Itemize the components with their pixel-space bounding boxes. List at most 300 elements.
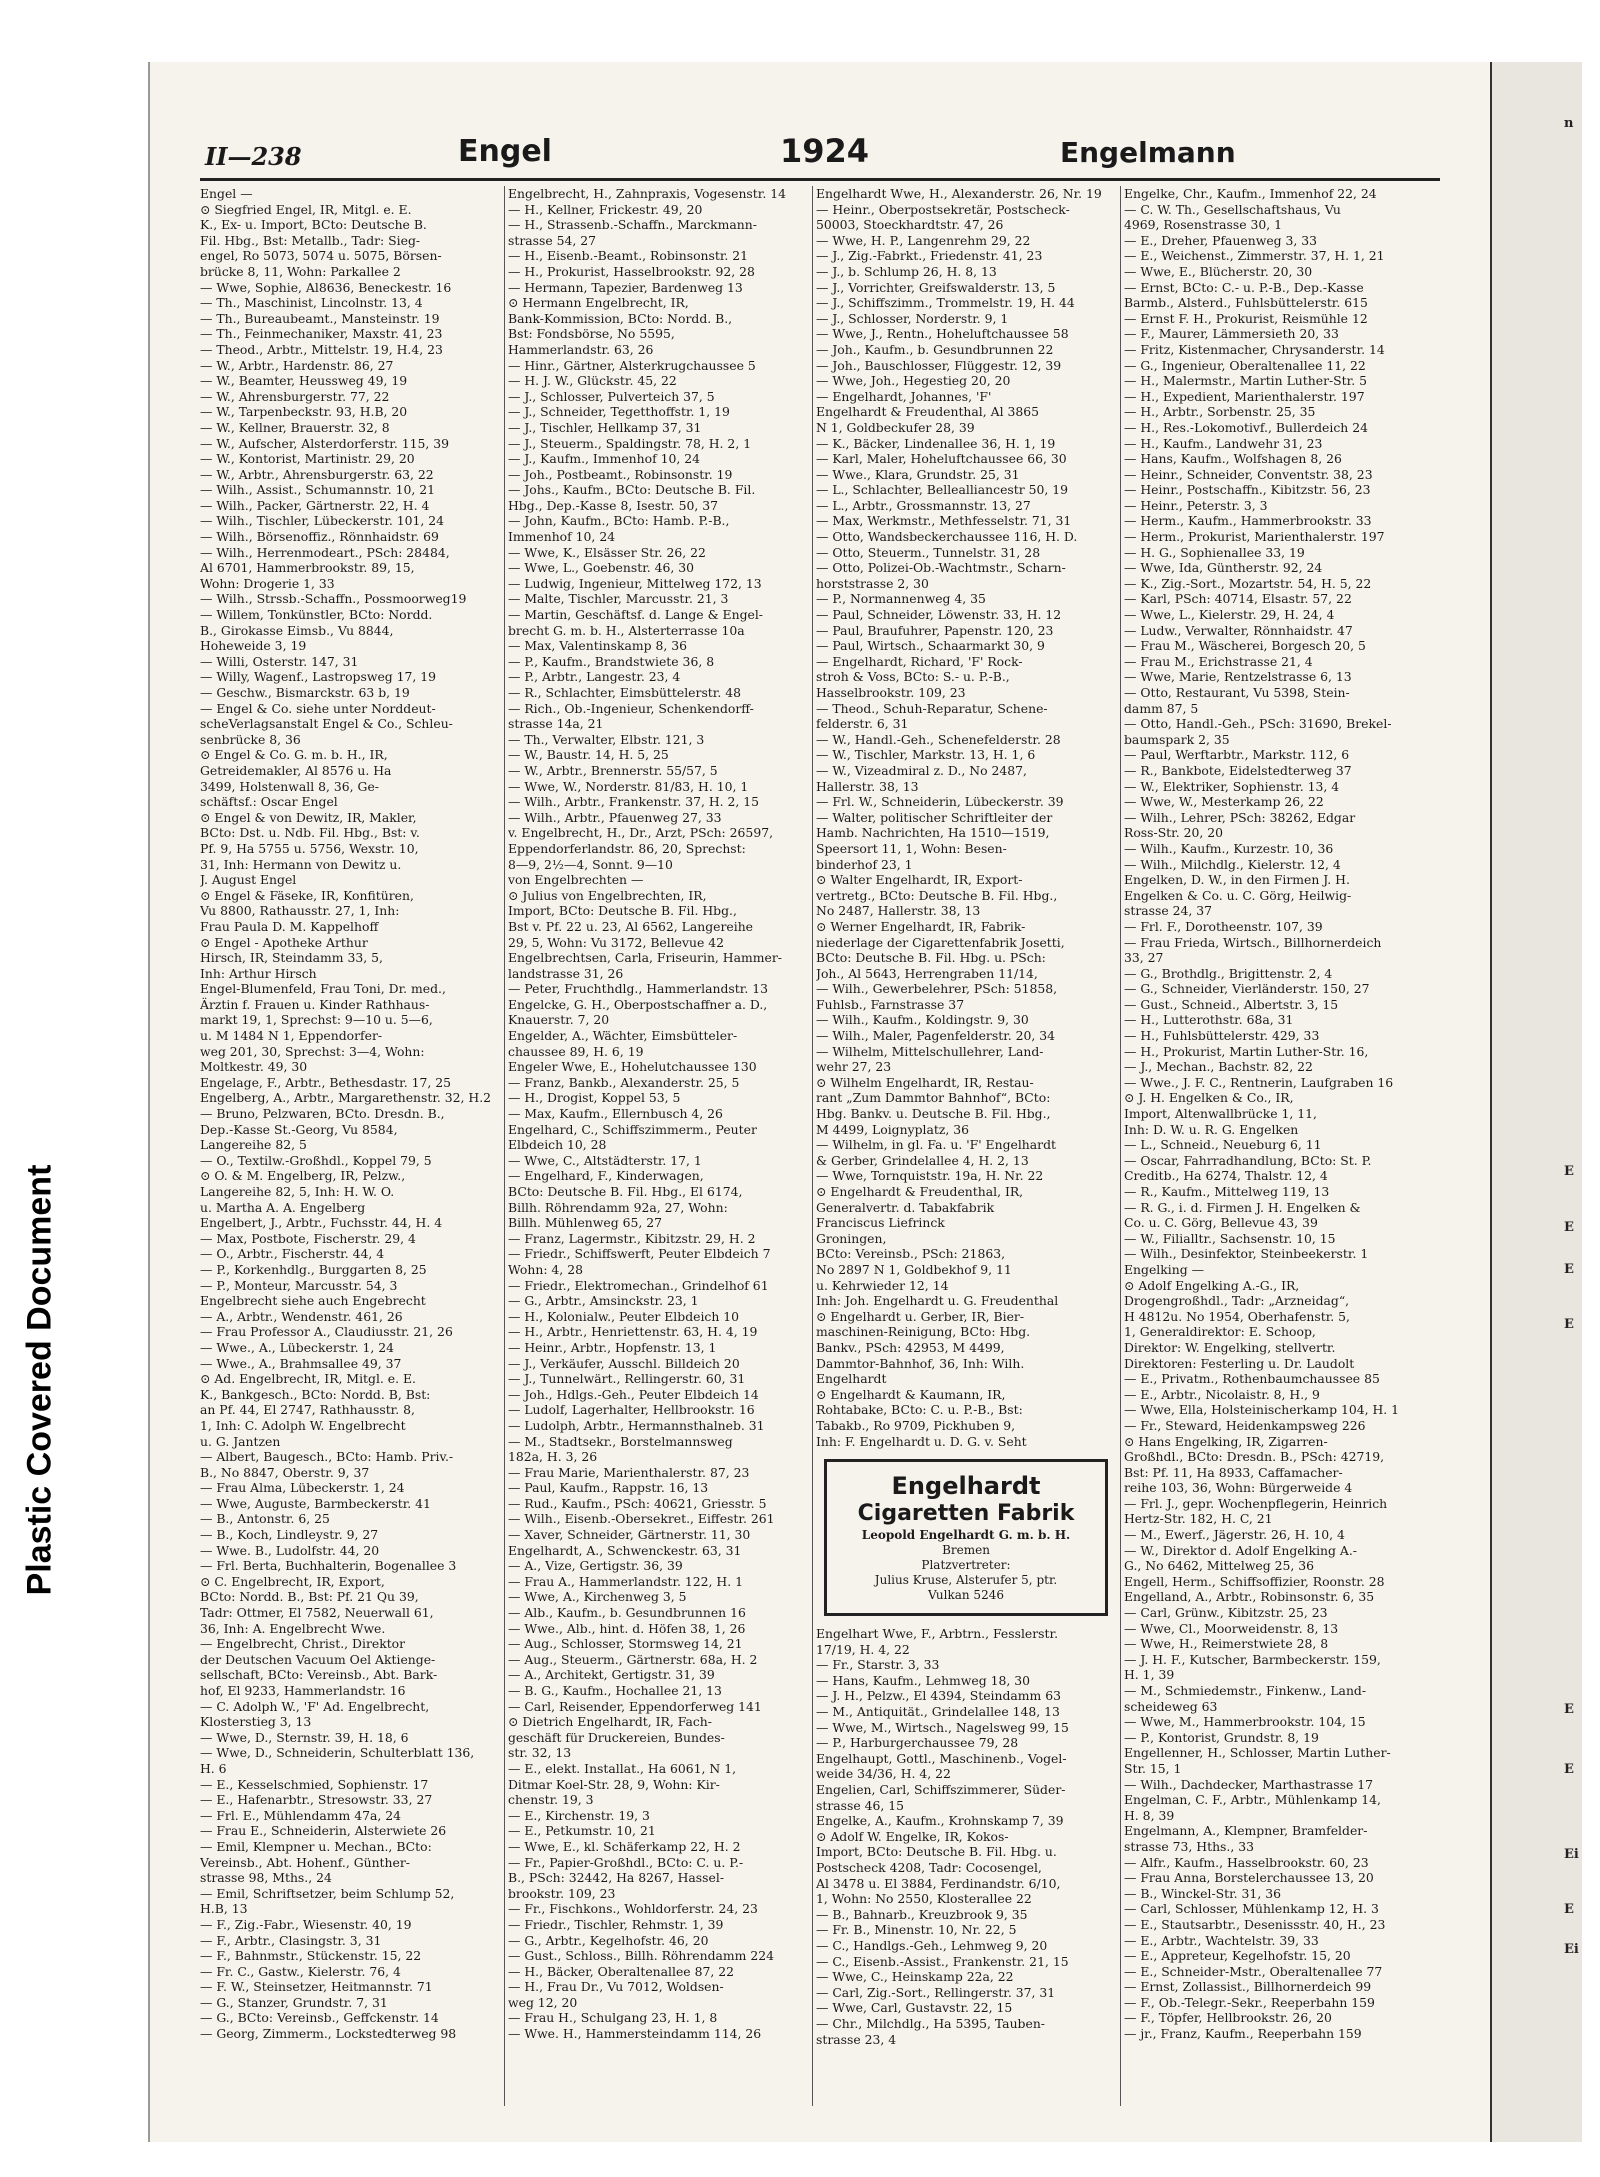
directory-entry-line: BCto: Dst. u. Ndb. Fil. Hbg., Bst: v. [200, 825, 420, 841]
directory-entry-line: sellschaft, BCto: Vereinsb., Abt. Bark- [200, 1667, 438, 1683]
directory-entry-line: — H., Arbtr., Henriettenstr. 63, H. 4, 19 [508, 1324, 758, 1340]
directory-entry-line: Inh: Arthur Hirsch [200, 965, 317, 981]
directory-entry-line: — Frl. J., gepr. Wochenpflegerin, Heinrich [1124, 1495, 1388, 1511]
directory-entry-line: — Engelhardt, Johannes, 'F' [816, 388, 992, 404]
directory-entry-line: — Wwe., J. F. C., Rentnerin, Laufgraben 16 [1124, 1074, 1394, 1090]
directory-entry-line: brookstr. 109, 23 [508, 1885, 616, 1901]
directory-entry-line: — Joh., Bauschlosser, Flüggestr. 12, 39 [816, 357, 1062, 373]
directory-entry-line: — Wilh., Eisenb.-Obersekret., Eiffestr. 261 [508, 1511, 775, 1527]
directory-entry-line: 33, 27 [1124, 950, 1164, 966]
directory-entry-line: u. Kehrwieder 12, 14 [816, 1277, 949, 1293]
directory-entry-line: — Wwe, Marie, Rentzelstrasse 6, 13 [1124, 669, 1352, 685]
directory-entry-line: G., No 6462, Mittelweg 25, 36 [1124, 1558, 1315, 1574]
directory-entry-line: — J., Tischler, Hellkamp 37, 31 [508, 419, 702, 435]
directory-entry-line: — W., Elektriker, Sophienstr. 13, 4 [1124, 778, 1340, 794]
header-left-word: Engel [458, 134, 552, 169]
directory-entry-line: — Hermann, Tapezier, Bardenweg 13 [508, 279, 743, 295]
column-divider [812, 186, 813, 2106]
directory-entry-line: BCto: Deutsche B. Fil. Hbg., El 6174, [508, 1184, 743, 1199]
directory-entry-line: Hallerstr. 38, 13 [816, 778, 919, 794]
directory-entry-line: Engelbrecht, H., Zahnpraxis, Vogesenstr. 14 [508, 186, 786, 201]
directory-entry-line: strasse 24, 37 [1124, 903, 1213, 919]
directory-entry-line: BCto: Vereinsb., PSch: 21863, [816, 1246, 1006, 1262]
directory-entry-line: Billh. Röhrendamm 92a, 27, Wohn: [508, 1199, 728, 1215]
directory-entry-line: — Alb., Kaufm., b. Gesundbrunnen 16 [508, 1605, 746, 1621]
directory-entry-line: — C. Adolph W., 'F' Ad. Engelbrecht, [200, 1698, 430, 1714]
directory-entry-line: — F., Arbtr., Clasingstr. 3, 31 [200, 1932, 382, 1948]
directory-entry-line: Engelbrechtsen, Carla, Friseurin, Hammer- [508, 950, 782, 966]
directory-entry-line: — W., Direktor d. Adolf Engelking A.- [1124, 1542, 1357, 1558]
directory-entry-line: — W., Beamter, Heussweg 49, 19 [200, 373, 408, 389]
directory-entry-line: — Geschw., Bismarckstr. 63 b, 19 [200, 685, 410, 700]
directory-entry-line: scheVerlagsanstalt Engel & Co., Schleu- [200, 716, 453, 732]
directory-entry-line: — E., Kesselschmied, Sophienstr. 17 [200, 1776, 429, 1792]
directory-entry-line: u. M 1484 N 1, Eppendorfer- [200, 1028, 383, 1044]
directory-entry-line: wehr 27, 23 [816, 1059, 892, 1075]
directory-entry-line: Moltkestr. 49, 30 [200, 1059, 308, 1075]
directory-entry-line: engel, Ro 5073, 5074 u. 5075, Börsen- [200, 248, 442, 264]
directory-entry-line: ⊙ Siegfried Engel, IR, Mitgl. e. E. [200, 201, 412, 217]
directory-entry-line: Bankv., PSch: 42953, M 4499, [816, 1339, 1005, 1355]
directory-entry-line: Vu 8800, Rathausstr. 27, 1, Inh: [200, 903, 400, 919]
directory-entry-line: — Karl, PSch: 40714, Elsastr. 57, 22 [1124, 591, 1352, 607]
directory-entry-line: — H., Drogist, Koppel 53, 5 [508, 1090, 681, 1106]
directory-entry-line: Dammtor-Bahnhof, 36, Inh: Wilh. [816, 1355, 1025, 1371]
directory-entry-line: — Max, Werkmstr., Methfesselstr. 71, 31 [816, 513, 1072, 529]
directory-entry-line: Hbg. Bankv. u. Deutsche B. Fil. Hbg., [816, 1106, 1051, 1122]
directory-entry-line: Creditb., Ha 6274, Thalstr. 12, 4 [1124, 1168, 1328, 1184]
directory-entry-line: vertretg., BCto: Deutsche B. Fil. Hbg., [816, 887, 1058, 903]
directory-entry-line: N 1, Goldbeckufer 28, 39 [816, 419, 975, 435]
directory-entry-line: — Wwe, W., Norderstr. 81/83, H. 10, 1 [508, 778, 749, 794]
directory-entry-line: BCto: Deutsche B. Fil. Hbg. u. PSch: [816, 950, 1046, 966]
directory-entry-line: No 2897 N 1, Goldbekhof 9, 11 [816, 1261, 1012, 1277]
header-right-word: Engelmann [1060, 136, 1236, 169]
directory-entry-line: — G., Schneider, Vierländerstr. 150, 27 [1124, 981, 1370, 997]
directory-entry-line: — H., Prokurist, Hasselbrookstr. 92, 28 [508, 263, 755, 279]
directory-entry-line: — F., Maurer, Lämmersieth 20, 33 [1124, 326, 1339, 342]
directory-entry-line: — John, Kaufm., BCto: Hamb. P.-B., [508, 513, 730, 529]
directory-entry-line: — W., Arbtr., Brennerstr. 55/57, 5 [508, 762, 718, 778]
directory-entry-line: — K., Bäcker, Lindenallee 36, H. 1, 19 [816, 435, 1056, 451]
directory-entry-line: Engelhard, C., Schiffszimmerm., Peuter [508, 1121, 757, 1137]
directory-entry-line: ⊙ Adolf W. Engelke, IR, Kokos- [816, 1828, 1009, 1844]
directory-entry-line: — Max, Valentinskamp 8, 36 [508, 638, 688, 654]
directory-entry-line: — G., Ingenieur, Oberaltenallee 11, 22 [1124, 357, 1366, 373]
directory-entry-line: — Frl. F., Dorotheenstr. 107, 39 [1124, 918, 1323, 934]
directory-entry-line: Engelhart Wwe, F., Arbtrn., Fesslerstr. [816, 1626, 1059, 1642]
directory-entry-line: — Engel & Co. siehe unter Norddeut- [200, 700, 436, 716]
directory-entry-line: hof, El 9233, Hammerlandstr. 16 [200, 1683, 406, 1698]
directory-entry-line: — F., Ob.-Telegr.-Sekr., Reeperbahn 159 [1124, 1994, 1375, 2010]
directory-entry-line: Engelhaupt, Gottl., Maschinenb., Vogel- [816, 1750, 1067, 1766]
directory-entry-line: binderhof 23, 1 [816, 856, 913, 872]
directory-entry-line: — E., Weichenst., Zimmerstr. 37, H. 1, 21 [1124, 248, 1385, 264]
directory-entry-line: J. August Engel [200, 872, 297, 888]
directory-entry-line: — Frau M., Erichstrasse 21, 4 [1124, 653, 1313, 669]
directory-entry-line: — W., Vizeadmiral z. D., No 2487, [816, 762, 1027, 778]
directory-entry-line: — Wwe., A., Lübeckerstr. 1, 24 [200, 1339, 395, 1355]
directory-entry-line: — Frau M., Wäscherei, Borgesch 20, 5 [1124, 638, 1366, 654]
edge-fragment: Ei [1564, 1942, 1579, 1957]
directory-entry-line: 1, Wohn: No 2550, Klosterallee 22 [816, 1891, 1032, 1907]
directory-entry-line: — Wilhelm, Mittelschullehrer, Land- [816, 1043, 1044, 1059]
directory-entry-line: horststrasse 2, 30 [816, 575, 929, 591]
directory-entry-line: — W., Aufscher, Alsterdorferstr. 115, 39 [200, 435, 450, 451]
directory-entry-line: Engelmann, A., Klempner, Bramfelder- [1124, 1823, 1368, 1839]
directory-entry-line: — Frau Alma, Lübeckerstr. 1, 24 [200, 1480, 405, 1496]
directory-entry-line: — Wilh., Herrenmodeart., PSch: 28484, [200, 544, 450, 560]
directory-entry-line: — H., Frau Dr., Vu 7012, Woldsen- [508, 1979, 724, 1995]
directory-entry-line: — J., Steuerm., Spaldingstr. 78, H. 2, 1 [508, 435, 752, 451]
directory-entry-line: — Malte, Tischler, Marcusstr. 21, 3 [508, 591, 729, 607]
directory-entry-line: Speersort 11, 1, Wohn: Besen- [816, 840, 1007, 856]
directory-entry-line: — C., Eisenb.-Assist., Frankenstr. 21, 15 [816, 1953, 1069, 1969]
directory-entry-line: weg 201, 30, Sprechst: 3—4, Wohn: [200, 1043, 425, 1059]
directory-entry-line: H. 8, 39 [1124, 1807, 1175, 1823]
directory-entry-line: — Wwe, Ida, Güntherstr. 92, 24 [1124, 560, 1323, 576]
directory-entry-line: — Wwe, M., Hammerbrookstr. 104, 15 [1124, 1714, 1366, 1730]
directory-entry-line: strasse 46, 15 [816, 1797, 905, 1813]
directory-entry-line: — Ernst, BCto: C.- u. P.-B., Dep.-Kasse [1124, 279, 1364, 295]
directory-entry-line: 3499, Holstenwall 8, 36, Ge- [200, 778, 379, 794]
directory-entry-line: — Joh., Postbeamt., Robinsonstr. 19 [508, 466, 733, 482]
directory-entry-line: — Wwe, J., Rentn., Hoheluftchaussee 58 [816, 326, 1069, 342]
directory-entry-line: 50003, Stoeckhardtstr. 47, 26 [816, 217, 1004, 233]
directory-entry-line: — Heinr., Arbtr., Hopfenstr. 13, 1 [508, 1339, 717, 1355]
directory-entry-line: — C., Handlgs.-Geh., Lehmweg 9, 20 [816, 1937, 1048, 1953]
directory-entry-line: Engelhardt, A., Schwenckestr. 63, 31 [508, 1542, 742, 1558]
directory-entry-line: — Willem, Tonkünstler, BCto: Nordd. [200, 607, 433, 623]
directory-entry-line: — Aug., Schlosser, Stormsweg 14, 21 [508, 1636, 743, 1652]
directory-entry-line: schäftsf.: Oscar Engel [200, 794, 338, 810]
directory-entry-line: H. 1, 39 [1124, 1667, 1175, 1683]
directory-entry-line: Ross-Str. 20, 20 [1124, 825, 1224, 841]
adjacent-page-edge [1490, 62, 1582, 2142]
directory-entry-line: — H., Kellner, Frickestr. 49, 20 [508, 201, 703, 217]
directory-entry-line: strasse 23, 4 [816, 2031, 897, 2047]
directory-entry-line: — E., Petkumstr. 10, 21 [508, 1823, 656, 1839]
directory-entry-line: — Wilh., Strssb.-Schaffn., Possmoorweg19 [200, 591, 467, 607]
directory-entry-line: H. 6 [200, 1760, 227, 1776]
directory-entry-line: ⊙ Hans Engelking, IR, Zigarren- [1124, 1433, 1328, 1449]
directory-entry-line: — W., Tischler, Markstr. 13, H. 1, 6 [816, 747, 1036, 763]
directory-entry-line: — Xaver, Schneider, Gärtnerstr. 11, 30 [508, 1527, 751, 1543]
directory-entry-line: — Wwe, Ella, Holsteinischerkamp 104, H. 1 [1124, 1402, 1400, 1418]
directory-entry-line: 1, Inh: C. Adolph W. Engelbrecht [200, 1417, 406, 1433]
directory-entry-line: — jr., Franz, Kaufm., Reeperbahn 159 [1124, 2026, 1362, 2042]
directory-entry-line: Co. u. C. Görg, Bellevue 43, 39 [1124, 1215, 1318, 1231]
directory-entry-line: — Fr., Starstr. 3, 33 [816, 1657, 940, 1673]
directory-entry-line: 36, Inh: A. Engelbrecht Wwe. [200, 1620, 386, 1636]
directory-entry-line: — Paul, Kaufm., Rappstr. 16, 13 [508, 1480, 709, 1496]
directory-entry-line: — Carl, Schlosser, Mühlenkamp 12, H. 3 [1124, 1901, 1379, 1917]
directory-entry-line: maschinen-Reinigung, BCto: Hbg. [816, 1324, 1031, 1340]
directory-entry-line: — Friedr., Elektromechan., Grindelhof 61 [508, 1277, 769, 1293]
directory-entry-line: — W., Arbtr., Hardenstr. 86, 27 [200, 357, 394, 373]
directory-entry-line: — A., Vize, Gertigstr. 36, 39 [508, 1558, 683, 1574]
directory-entry-line: — Theod., Arbtr., Mittelstr. 19, H.4, 23 [200, 341, 443, 357]
directory-entry-line: — Aug., Steuerm., Gärtnerstr. 68a, H. 2 [508, 1651, 758, 1667]
directory-entry-line: chaussee 89, H. 6, 19 [508, 1043, 644, 1059]
directory-entry-line: — Ludwig, Ingenieur, Mittelweg 172, 13 [508, 575, 762, 591]
page-header [150, 130, 1490, 170]
directory-entry-line: Generalvertr. d. Tabakfabrik [816, 1199, 995, 1215]
directory-entry-line: Getreidemakler, Al 8576 u. Ha [200, 762, 392, 778]
directory-entry-line: ⊙ Hermann Engelbrecht, IR, [508, 295, 689, 311]
directory-entry-line: No 2487, Hallerstr. 38, 13 [816, 903, 981, 919]
directory-entry-line: Inh: D. W. u. R. G. Engelken [1124, 1121, 1299, 1137]
directory-entry-line: — Karl, Maler, Hoheluftchaussee 66, 30 [816, 451, 1067, 467]
directory-entry-line: — K., Zig.-Sort., Mozartstr. 54, H. 5, 22 [1124, 575, 1372, 591]
directory-entry-line: Ditmar Koel-Str. 28, 9, Wohn: Kir- [508, 1776, 720, 1792]
directory-entry-line: ⊙ C. Engelbrecht, IR, Export, [200, 1573, 385, 1589]
side-label-text: Plastic Covered Document [20, 1164, 59, 1596]
directory-entry-line: — Wilh., Dachdecker, Marthastrasse 17 [1124, 1776, 1374, 1792]
directory-entry-line: scheideweg 63 [1124, 1698, 1218, 1714]
directory-entry-line: — Wwe, M., Wirtsch., Nagelsweg 99, 15 [816, 1719, 1069, 1735]
directory-entry-line: — E., Arbtr., Nicolaistr. 8, H., 9 [1124, 1386, 1320, 1402]
directory-entry-line: Klosterstieg 3, 13 [200, 1714, 312, 1730]
directory-entry-line: — M., Stadtsekr., Borstelmannsweg [508, 1433, 733, 1449]
edge-fragment: E [1564, 1702, 1574, 1717]
directory-entry-line: ⊙ Engel - Apotheke Arthur [200, 934, 368, 950]
directory-entry-line: — P., Monteur, Marcusstr. 54, 3 [200, 1277, 398, 1293]
directory-entry-line: — P., Arbtr., Langestr. 23, 4 [508, 669, 681, 685]
directory-entry-line: — Wwe, E., kl. Schäferkamp 22, H. 2 [508, 1838, 741, 1854]
directory-entry-line: Billh. Mühlenweg 65, 27 [508, 1215, 662, 1231]
directory-entry-line: — Franz, Lagermstr., Kibitzstr. 29, H. 2 [508, 1230, 756, 1246]
directory-entry-line: — M., Antiquität., Grindelallee 148, 13 [816, 1704, 1060, 1720]
ad-company: Leopold Engelhardt G. m. b. H. [861, 1528, 1071, 1543]
directory-entry-line: — J., Verkäufer, Ausschl. Billdeich 20 [508, 1355, 740, 1371]
directory-entry-line: — Otto, Handl.-Geh., PSch: 31690, Brekel- [1124, 716, 1392, 732]
directory-entry-line: Dep.-Kasse St.-Georg, Vu 8584, [200, 1121, 398, 1137]
directory-entry-line: — Peter, Fruchthdlg., Hammerlandstr. 13 [508, 981, 768, 997]
directory-entry-line: senbrücke 8, 36 [200, 731, 301, 747]
directory-entry-line: — Walter, politischer Schriftleiter der [816, 809, 1053, 825]
directory-entry-line: str. 32, 13 [508, 1745, 572, 1761]
directory-entry-line: Direktor: W. Engelking, stellvertr. [1124, 1339, 1336, 1355]
directory-entry-line: B., PSch: 32442, Ha 8267, Hassel- [508, 1870, 725, 1886]
directory-entry-line: — W., Kellner, Brauerstr. 32, 8 [200, 419, 390, 435]
directory-entry-line: — W., Filialltr., Sachsenstr. 10, 15 [1124, 1230, 1336, 1246]
directory-entry-line: stroh & Voss, BCto: S.- u. P.-B., [816, 669, 1010, 685]
directory-entry-line: — Wwe, Joh., Hegestieg 20, 20 [816, 373, 1011, 389]
directory-entry-line: Tadr: Ottmer, El 7582, Neuerwall 61, [200, 1605, 434, 1621]
directory-entry-line: & Gerber, Grindelallee 4, H. 2, 13 [816, 1152, 1029, 1168]
directory-entry-line: — Frl. E., Mühlendamm 47a, 24 [200, 1807, 402, 1823]
directory-entry-line: M 4499, Loignyplatz, 36 [816, 1121, 970, 1137]
directory-entry-line: Engelhardt Wwe, H., Alexanderstr. 26, Nr. 19 [816, 186, 1102, 201]
directory-entry-line: — Frau A., Hammerlandstr. 122, H. 1 [508, 1573, 743, 1589]
directory-entry-line: von Engelbrechten — [508, 872, 644, 888]
directory-entry-line: — F., Töpfer, Hellbrookstr. 26, 20 [1124, 2010, 1332, 2026]
directory-entry-line: — J., Schlosser, Norderstr. 9, 1 [816, 310, 1009, 326]
directory-entry-line: — L., Arbtr., Grossmannstr. 13, 27 [816, 497, 1031, 513]
directory-entry-line: — J., Vorrichter, Greifswalderstr. 13, 5 [816, 279, 1056, 295]
directory-entry-line: — R., Bankbote, Eidelstedterweg 37 [1124, 762, 1352, 778]
directory-entry-line: — W., Tarpenbeckstr. 93, H.B, 20 [200, 404, 408, 420]
directory-entry-line: — Fr., Steward, Heidenkampsweg 226 [1124, 1417, 1366, 1433]
directory-entry-line: 4969, Rosenstrasse 30, 1 [1124, 217, 1283, 233]
directory-entry-line: Engelke, A., Kaufm., Krohnskamp 7, 39 [816, 1813, 1064, 1829]
directory-entry-line: — Paul, Braufuhrer, Papenstr. 120, 23 [816, 622, 1054, 638]
directory-entry-line: — Wilh., Assist., Schumannstr. 10, 21 [200, 482, 436, 498]
directory-entry-line: 1, Generaldirektor: E. Schoop, [1124, 1324, 1316, 1340]
directory-entry-line: ⊙ Wilhelm Engelhardt, IR, Restau- [816, 1074, 1034, 1090]
directory-entry-line: — Wilh., Kaufm., Kurzestr. 10, 36 [1124, 840, 1334, 856]
directory-entry-line: — J. H. F., Kutscher, Barmbeckerstr. 159, [1124, 1651, 1381, 1667]
directory-entry-line: — Fr. B., Minenstr. 10, Nr. 22, 5 [816, 1922, 1017, 1938]
directory-entry-line: B., No 8847, Oberstr. 9, 37 [200, 1464, 370, 1480]
directory-entry-line: — Friedr., Tischler, Rehmstr. 1, 39 [508, 1916, 724, 1932]
directory-entry-line: — Wwe, Cl., Moorweidenstr. 8, 13 [1124, 1620, 1339, 1636]
directory-entry-line: reihe 103, 36, Wohn: Bürgerweide 4 [1124, 1480, 1353, 1496]
directory-entry-line: — Herm., Prokurist, Marienthalerstr. 197 [1124, 529, 1385, 545]
directory-entry-line: — B., Koch, Lindleystr. 9, 27 [200, 1527, 379, 1543]
directory-entry-line: — Wwe, C., Heinskamp 22a, 22 [816, 1969, 1014, 1985]
directory-entry-line: — Wwe, Carl, Gustavstr. 22, 15 [816, 2000, 1013, 2016]
directory-entry-line: damm 87, 5 [1124, 700, 1199, 716]
edge-fragment: E [1564, 1902, 1574, 1917]
directory-entry-line: — E., Kirchenstr. 19, 3 [508, 1807, 650, 1823]
directory-entry-line: — Frau Frieda, Wirtsch., Billhornerdeich [1124, 934, 1382, 950]
directory-entry-line: Str. 15, 1 [1124, 1760, 1182, 1776]
directory-entry-line: — Heinr., Schneider, Conventstr. 38, 23 [1124, 466, 1373, 482]
directory-entry-line: — P., Normannenweg 4, 35 [816, 591, 986, 607]
directory-entry-line: — Friedr., Schiffswerft, Peuter Elbdeich 7 [508, 1246, 771, 1262]
directory-entry-line: — Wwe, Auguste, Barmbeckerstr. 41 [200, 1495, 431, 1511]
directory-entry-line: — P., Kaufm., Brandstwiete 36, 8 [508, 653, 715, 669]
side-label [0, 0, 80, 2177]
directory-entry-line: — Frau Anna, Borstelerchaussee 13, 20 [1124, 1870, 1374, 1886]
directory-entry-line: — Otto, Restaurant, Vu 5398, Stein- [1124, 685, 1350, 700]
directory-entry-line: — Th., Feinmechaniker, Maxstr. 41, 23 [200, 326, 443, 342]
directory-entry-line: B., Girokasse Eimsb., Vu 8844, [200, 622, 394, 638]
directory-entry-line: Hertz-Str. 182, H. C, 21 [1124, 1511, 1273, 1527]
directory-entry-line: 31, Inh: Hermann von Dewitz u. [200, 856, 402, 872]
directory-entry-line: Engelbert, J., Arbtr., Fuchsstr. 44, H. 4 [200, 1215, 443, 1231]
directory-entry-line: — F. W., Steinsetzer, Heitmannstr. 71 [200, 1979, 433, 1995]
directory-entry-line: u. G. Jantzen [200, 1433, 281, 1449]
directory-entry-line: — L., Schneid., Neueburg 6, 11 [1124, 1137, 1322, 1153]
directory-entry-line: — Frl. W., Schneiderin, Lübeckerstr. 39 [816, 794, 1064, 810]
page-number: II—238 [205, 142, 302, 171]
directory-entry-line: — Fr., Papier-Großhdl., BCto: C. u. P.- [508, 1854, 744, 1870]
directory-entry-line: — B., Antonstr. 6, 25 [200, 1511, 330, 1527]
directory-entry-line: — Frl. Berta, Buchhalterin, Bogenallee 3 [200, 1558, 457, 1574]
directory-entry-line: Tabakb., Ro 9709, Pickhuben 9, [816, 1417, 1016, 1433]
advertisement-box [824, 1459, 1108, 1616]
directory-entry-line: Engelhardt & Freudenthal, Al 3865 [816, 404, 1040, 420]
directory-entry-line: an Pf. 44, El 2747, Rathhausstr. 8, [200, 1402, 415, 1418]
directory-entry-line: — J., Kaufm., Immenhof 10, 24 [508, 451, 701, 467]
directory-entry-line: Inh: Joh. Engelhardt u. G. Freudenthal [816, 1293, 1059, 1309]
directory-entry-line: — Theod., Schuh-Reparatur, Schene- [816, 700, 1048, 716]
directory-entry-line: strasse 54, 27 [508, 232, 597, 248]
directory-entry-line: — Gust., Schneid., Albertstr. 3, 15 [1124, 996, 1339, 1012]
directory-entry-line: strasse 14a, 21 [508, 716, 604, 732]
directory-entry-line: — Carl, Zig.-Sort., Rellingerstr. 37, 31 [816, 1984, 1056, 2000]
directory-entry-line: — G., Brothdlg., Brigittenstr. 2, 4 [1124, 965, 1333, 981]
directory-entry-line: u. Martha A. A. Engelberg [200, 1199, 366, 1215]
directory-entry-line: Langereihe 82, 5 [200, 1137, 307, 1153]
edge-fragment: n [1564, 116, 1574, 131]
directory-entry-line: — H., Eisenb.-Beamt., Robinsonstr. 21 [508, 248, 749, 264]
directory-entry-line: — J., Zig.-Fabrkt., Friedenstr. 41, 23 [816, 248, 1043, 264]
directory-entry-line: Vereinsb., Abt. Hohenf., Günther- [200, 1854, 410, 1870]
directory-entry-line: Engelke, Chr., Kaufm., Immenhof 22, 24 [1124, 186, 1377, 201]
directory-entry-line: — Heinr., Postschaffn., Kibitzstr. 56, 23 [1124, 482, 1371, 498]
directory-entry-line: — W., Arbtr., Ahrensburgerstr. 63, 22 [200, 466, 434, 482]
directory-entry-line: Engeler Wwe, E., Hohelutchaussee 130 [508, 1059, 757, 1075]
directory-entry-line: — Hans, Kaufm., Lehmweg 18, 30 [816, 1672, 1031, 1688]
directory-entry-line: — Paul, Wirtsch., Schaarmarkt 30, 9 [816, 638, 1045, 654]
directory-entry-line: Engelbrecht siehe auch Engebrecht [200, 1293, 426, 1309]
directory-entry-line: der Deutschen Vacuum Oel Aktienge- [200, 1651, 436, 1667]
directory-entry-line: — Wwe, E., Blücherstr. 20, 30 [1124, 263, 1313, 279]
directory-entry-line: — Wilh., Packer, Gärtnerstr. 22, H. 4 [200, 497, 430, 513]
directory-entry-line: — Wwe, A., Kirchenweg 3, 5 [508, 1589, 687, 1605]
directory-entry-line: — Heinr., Oberpostsekretär, Postscheck- [816, 201, 1070, 217]
directory-entry-line: — Fritz, Kistenmacher, Chrysanderstr. 14 [1124, 341, 1385, 357]
directory-entry-line: — Franz, Bankb., Alexanderstr. 25, 5 [508, 1074, 740, 1090]
directory-entry-line: — J., Schiffszimm., Trommelstr. 19, H. 44 [816, 295, 1075, 311]
directory-entry-line: — Th., Verwalter, Elbstr. 121, 3 [508, 731, 705, 747]
directory-entry-line: Direktoren: Festerling u. Dr. Laudolt [1124, 1355, 1355, 1371]
directory-entry-line: — H. G., Sophienallee 33, 19 [1124, 544, 1305, 560]
directory-entry-line: Ärztin f. Frauen u. Kinder Rathhaus- [200, 996, 430, 1012]
directory-entry-line: — E., Arbtr., Wachtelstr. 39, 33 [1124, 1932, 1319, 1948]
directory-entry-line: — Ernst, Zollassist., Billhornerdeich 99 [1124, 1979, 1372, 1995]
directory-entry-line: — Frau H., Schulgang 23, H. 1, 8 [508, 2010, 718, 2026]
directory-entry-line: — F., Bahnmstr., Stückenstr. 15, 22 [200, 1948, 422, 1964]
directory-entry-line: — H., Prokurist, Martin Luther-Str. 16, [1124, 1043, 1369, 1059]
directory-entry-line: — Wilh., Gewerbelehrer, PSch: 51858, [816, 981, 1058, 997]
directory-entry-line: — Gust., Schloss., Billh. Röhrendamm 224 [508, 1948, 774, 1964]
directory-entry-line: Engelhardt [816, 1371, 887, 1387]
directory-entry-line: — E., Hafenarbtr., Stresowstr. 33, 27 [200, 1792, 433, 1808]
directory-entry-line: Frau Paula D. M. Kappelhoff [200, 918, 379, 934]
directory-entry-line: — E., Stautsarbtr., Desenissstr. 40, H., 23 [1124, 1916, 1386, 1932]
directory-entry-line: — M., Ewerf., Jägerstr. 26, H. 10, 4 [1124, 1527, 1345, 1543]
directory-entry-line: ⊙ Engelhardt u. Gerber, IR, Bier- [816, 1308, 1025, 1324]
directory-entry-line: Immenhof 10, 24 [508, 529, 616, 545]
directory-entry-line: — Wilh., Tischler, Lübeckerstr. 101, 24 [200, 513, 445, 529]
directory-entry-line: ⊙ Werner Engelhardt, IR, Fabrik- [816, 918, 1026, 934]
directory-entry-line: — Engelbrecht, Christ., Direktor [200, 1636, 406, 1652]
directory-entry-line: — Wilh., Arbtr., Pfauenweg 27, 33 [508, 809, 722, 825]
directory-entry-line: — Frau Professor A., Claudiusstr. 21, 26 [200, 1324, 453, 1340]
directory-entry-line: Al 6701, Hammerbrookstr. 89, 15, [200, 560, 415, 576]
directory-entry-line: ⊙ Engel & Co. G. m. b. H., IR, [200, 747, 388, 763]
directory-entry-line: — Wilh., Arbtr., Frankenstr. 37, H. 2, 15 [508, 794, 760, 810]
directory-entry-line: Engelken, D. W., in den Firmen J. H. [1124, 872, 1350, 888]
directory-entry-line: Import, Altenwallbrücke 1, 11, [1124, 1106, 1317, 1122]
directory-entry-line: — H., Bäcker, Oberaltenallee 87, 22 [508, 1963, 734, 1979]
directory-entry-line: — J., b. Schlump 26, H. 8, 13 [816, 263, 997, 279]
header-year: 1924 [780, 132, 870, 170]
edge-fragment: E [1564, 1317, 1574, 1332]
directory-entry-line: 182a, H. 3, 26 [508, 1449, 598, 1465]
directory-entry-line: Hamb. Nachrichten, Ha 1510—1519, [816, 825, 1050, 841]
directory-entry-line: — Wwe, H., Reimerstwiete 28, 8 [1124, 1636, 1329, 1652]
directory-entry-line: — Ludw., Verwalter, Rönnhaidstr. 47 [1124, 622, 1353, 638]
directory-entry-line: — Chr., Milchdlg., Ha 5395, Tauben- [816, 2015, 1045, 2031]
directory-entry-line: ⊙ Engel & Fäseke, IR, Konfitüren, [200, 887, 414, 903]
directory-entry-line: 8—9, 2½—4, Sonnt. 9—10 [508, 856, 673, 872]
